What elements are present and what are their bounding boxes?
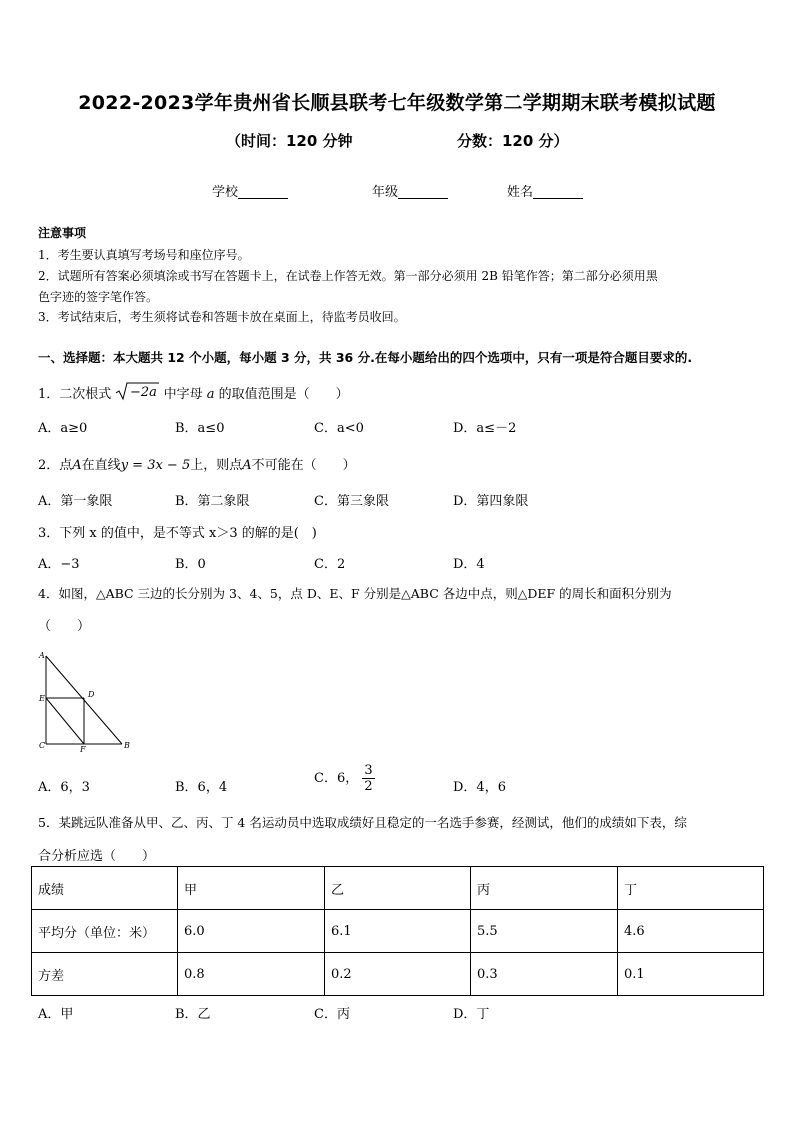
page-title: 2022-2023学年贵州省长顺县联考七年级数学第二学期期末联考模拟试题 xyxy=(78,92,716,114)
grade-field xyxy=(372,181,448,200)
q4-option-c[interactable] xyxy=(314,763,375,794)
q4-option-d[interactable]: D．4，6 xyxy=(453,780,506,795)
q1-text-pre: 1．二次根式 xyxy=(38,387,112,402)
q1-option-b[interactable]: B．a≤0 xyxy=(175,421,225,436)
school-blank[interactable] xyxy=(238,184,288,199)
name-field xyxy=(507,181,583,200)
table-cell: 丙 xyxy=(471,867,618,910)
question-3: 3．下列 x 的值中，是不等式 x＞3 的解的是( ) xyxy=(38,526,317,541)
q3-option-b[interactable]: B．0 xyxy=(175,557,206,572)
q4-option-b[interactable]: B．6，4 xyxy=(175,780,228,795)
table-cell: 0.2 xyxy=(325,953,471,996)
q4-option-a[interactable]: A．6，3 xyxy=(38,780,90,795)
q1-text-post: 的取值范围是（ ） xyxy=(218,387,349,402)
label-d: D xyxy=(88,690,95,699)
q2-text-mid1: 在直线 xyxy=(81,458,121,473)
school-label: 学校 xyxy=(212,185,239,200)
segment-ef xyxy=(46,698,84,744)
table-cell: 4.6 xyxy=(618,910,764,953)
table-cell: 5.5 xyxy=(471,910,618,953)
q1-var: a xyxy=(206,387,215,402)
q5-option-d[interactable]: D．丁 xyxy=(453,1007,490,1022)
notice-heading: 注意事项 xyxy=(38,226,87,240)
question-4-line-2: （ ） xyxy=(38,619,91,634)
question-5-line-1: 5．某跳远队准备从甲、乙、丙、丁 4 名运动员中选取成绩好且稳定的一名选手参赛，经测试，他们的成绩如下表，综 xyxy=(38,815,687,830)
sqrt-expression xyxy=(115,381,159,405)
q1-text-mid: 中字母 xyxy=(163,387,203,402)
table-row xyxy=(32,953,764,996)
q5-option-a[interactable]: A．甲 xyxy=(38,1007,74,1022)
q2-option-c[interactable]: C．第三象限 xyxy=(314,494,389,509)
question-2 xyxy=(38,454,356,473)
q2-option-d[interactable]: D．第四象限 xyxy=(453,494,529,509)
question-1 xyxy=(38,381,349,405)
exam-time: （时间：120 分钟 xyxy=(226,132,353,150)
label-f: F xyxy=(80,745,86,752)
notice-item: 3．考试结束后，考生须将试卷和答题卡放在桌面上，待监考员收回。 xyxy=(38,310,406,324)
q5-option-c[interactable]: C．丙 xyxy=(314,1007,350,1022)
score-table xyxy=(31,866,764,996)
table-cell: 成绩 xyxy=(32,867,178,910)
table-cell: 甲 xyxy=(178,867,325,910)
table-cell: 6.1 xyxy=(325,910,471,953)
label-c: C xyxy=(39,741,46,750)
exam-score: 分数：120 分） xyxy=(457,132,569,150)
name-label: 姓名 xyxy=(507,185,534,200)
fraction-denominator: 2 xyxy=(364,779,373,794)
table-cell: 乙 xyxy=(325,867,471,910)
q3-option-d[interactable]: D．4 xyxy=(453,557,485,572)
q3-option-c[interactable]: C．2 xyxy=(314,557,346,572)
table-cell: 0.3 xyxy=(471,953,618,996)
table-cell: 方差 xyxy=(32,953,178,996)
radical-sign-icon xyxy=(115,381,159,401)
notice-item: 1．考生要认真填写考场号和座位序号。 xyxy=(38,248,250,262)
fraction xyxy=(362,763,374,794)
table-cell: 6.0 xyxy=(178,910,325,953)
q2-equation: y = 3x − 5 xyxy=(120,458,191,473)
q1-option-d[interactable]: D．a≤－2 xyxy=(453,421,517,436)
q5-option-b[interactable]: B．乙 xyxy=(175,1007,211,1022)
section-heading: 一、选择题：本大题共 12 个小题，每小题 3 分，共 36 分.在每小题给出的四个选项中，只有一项是符合题目要求的. xyxy=(38,350,693,365)
label-a: A xyxy=(39,651,45,660)
q2-text-pre: 2．点 xyxy=(38,458,73,473)
grade-label: 年级 xyxy=(372,185,399,200)
q2-point-2: A xyxy=(242,458,252,473)
notice-item: 色字迹的签字笔作答。 xyxy=(38,290,159,304)
fraction-numerator: 3 xyxy=(364,763,373,778)
notice-item: 2．试题所有答案必须填涂或书写在答题卡上，在试卷上作答无效。第一部分必须用 2B 铅笔作答；第二部分必须用黑 xyxy=(38,269,658,283)
radicand: −2a xyxy=(130,385,158,400)
table-row xyxy=(32,910,764,953)
school-field xyxy=(212,181,288,200)
q2-option-b[interactable]: B．第二象限 xyxy=(175,494,250,509)
q1-option-c[interactable]: C．a<0 xyxy=(314,421,364,436)
grade-blank[interactable] xyxy=(398,184,448,199)
q2-text-mid2: 上，则点 xyxy=(190,458,243,473)
label-e: E xyxy=(39,694,45,703)
question-5-line-2: 合分析应选（ ） xyxy=(38,849,156,864)
table-cell: 0.8 xyxy=(178,953,325,996)
label-b: B xyxy=(124,741,130,750)
q2-text-post: 不可能在（ ） xyxy=(251,458,356,473)
question-4-line-1: 4．如图，△ABC 三边的长分别为 3、4、5，点 D、E、F 分别是△ABC 各边中点，则△DEF 的周长和面积分别为 xyxy=(38,586,672,601)
q1-option-a[interactable]: A．a≥0 xyxy=(38,421,88,436)
q2-option-a[interactable]: A．第一象限 xyxy=(38,494,113,509)
table-cell: 平均分（单位：米） xyxy=(32,910,178,953)
triangle-figure xyxy=(36,648,136,752)
table-cell: 0.1 xyxy=(618,953,764,996)
name-blank[interactable] xyxy=(533,184,583,199)
table-cell: 丁 xyxy=(618,867,764,910)
q3-option-a[interactable]: A．−3 xyxy=(38,557,80,572)
q2-point: A xyxy=(72,458,82,473)
q4-option-c-prefix: C．6， xyxy=(314,771,359,786)
table-row xyxy=(32,867,764,910)
